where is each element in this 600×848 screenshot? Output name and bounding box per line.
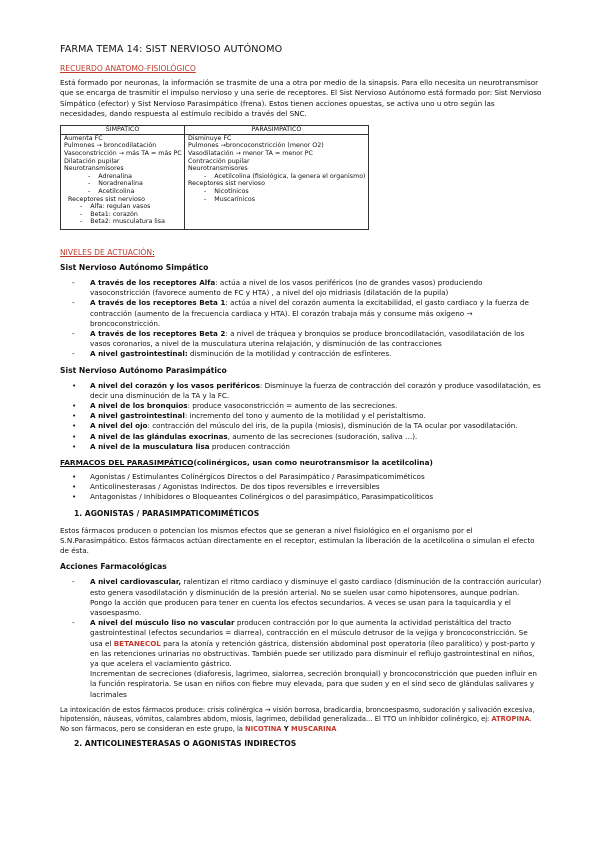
list-item: • A nivel gastrointestinal: incremento del tono y aumento de la motilidad y el peristaltismo. <box>60 411 542 421</box>
list-item: • Agonistas / Estimulantes Colinérgicos Directos o del Parasimpático / Parasimpaticomiméticos <box>60 472 542 482</box>
farmacos-list <box>60 472 542 503</box>
list-item: - A través de los receptores Beta 1: actúa a nivel del corazón aumenta la excitabilidad, el gasto cardiaco y la fuerza de contracción (aumento de la frecuencia cardiaca y HTA). El corazón trabaja más y consume más oxígeno → broncoconstricción. <box>60 298 542 329</box>
table-line: Pulmones → broncodilatación <box>64 142 157 150</box>
table-line: Receptores sist nervioso <box>188 180 265 188</box>
comparison-table <box>60 125 369 230</box>
list-item: • A nivel de las glándulas exocrinas, aumento de las secreciones (sudoración, saliva …). <box>60 432 542 442</box>
table-line: Vasodilatación → menor TA = menor PC <box>188 149 313 157</box>
list-item: • Anticolinesterasas / Agonistas Indirectos. De dos tipos reversibles e irreversibles <box>60 482 542 492</box>
table-line: Pulmones →broncoconstricción (menor O2) <box>188 142 324 150</box>
table-header-simpatico: SIMPÁTICO <box>61 126 185 135</box>
list-item: • A nivel del corazón y los vasos periféricos: Disminuye la fuerza de contracción del corazón y produce vasodilatación, es decir una disminución de la TA y la FC. <box>60 381 542 401</box>
table-line: Vasoconstricción → más TA = más PC <box>64 149 182 157</box>
niveles-heading: NIVELES DE ACTUACIÓN: <box>60 247 155 257</box>
table-line: Contracción pupilar <box>188 157 250 165</box>
table-header-parasimpatico: PARASIMPÁTICO <box>185 126 369 135</box>
table-line: - Acetilcolina (fisiológica, la genera el organismo) <box>204 172 366 180</box>
list-item: • A nivel de los bronquios: produce vasoconstricción = aumento de las secreciones. <box>60 401 542 411</box>
table-line: - Muscarínicos <box>204 195 255 203</box>
simpatico-list <box>60 278 542 360</box>
simpatico-heading: Sist Nervioso Autónomo Simpático <box>60 262 209 272</box>
list-item: • A nivel del ojo: contracción del músculo del iris, de la pupila (miosis), disminución de la TA ocular por vasodilatación. <box>60 421 542 431</box>
table-line: Aumenta FC <box>64 134 103 142</box>
parasimpatico-list <box>60 381 542 452</box>
table-line: - Noradrenalina <box>88 180 143 188</box>
section-1-paragraph: Estos fármacos producen o potencian los mismos efectos que se generan a nivel fisiológico en el organismo por el S.N.Parasimpático. Estos fármacos actúan directamente en el receptor, estimulan la liberación de la acetilcolina o simulan el efecto de ésta. <box>60 525 535 556</box>
table-line: - Acetilcolina <box>88 187 135 195</box>
table-line: - Nicotínicos <box>204 187 249 195</box>
intoxication-paragraph: La intoxicación de estos fármacos produce: crisis colinérgica → visión borrosa, bradicardia, broncoespasmo, sudoración y salivación excesiva, hipotensión, náuseas, vómitos, calambres abdom, miosis, lagrimeo, debilidad generalizada… El TTO un inhibidor colinérgico, ej: ATROPINA. No son fármacos, pero se consideran en este grupo, la NICOTINA Y MUSCARINA <box>60 705 535 734</box>
table-line: Disminuye FC <box>188 134 232 142</box>
table-line: Neurotransmisores <box>64 165 124 173</box>
table-line: Dilatación pupilar <box>64 157 120 165</box>
section-2-title: 2. ANTICOLINESTERASAS O AGONISTAS INDIRECTOS <box>74 738 297 748</box>
list-item: - A través de los receptores Beta 2: a nivel de tráquea y bronquios se produce broncodilatación, vasodilatación de los vasos coronarios, a nivel de la musculatura uterina relajación, y disminución de las contracciones <box>60 329 542 349</box>
page-title: FARMA TEMA 14: SIST NERVIOSO AUTÓNOMO <box>60 44 283 55</box>
simpatico-cell <box>61 134 185 229</box>
table-line: Receptores sist nervioso <box>68 195 145 203</box>
acciones-list <box>60 577 542 699</box>
table-line: - Alfa: regulan vasos <box>80 203 151 211</box>
list-item: - A nivel del músculo liso no vascular producen contracción por lo que aumenta la actividad peristáltica del tracto gastrointestinal (efectos secundarios = diarrea), contracción en el músculo detrusor de la vejiga y broncoconstricción. Se usa el BETANECOL para la atonía y retención gástrica, distensión abdominal post operatoria (íleo paralítico) y post-parto y en las retenciones urinarias no obstructivas. También puede ser utilizado para disminuir el reflujo gastrointestinal en niños, ya que acelera el vaciamiento gástrico. Incrementan de secreciones (diaforesis, lagrimeo, sialorrea, secreción bronquial) y broncoconstricción que pueden influir en la función respiratoria. Se usan en niños con fiebre muy elevada, para que suden y en el sínd seco de glándulas salivares y lacrimales <box>60 618 542 700</box>
list-item: - A nivel cardiovascular, ralentizan el ritmo cardiaco y disminuye el gasto cardiaco (disminución de la contracción auricular) esto genera vasodilatación y disminución de la presión arterial. No se suelen usar como hipotensores, aunque podrían. Pongo la acción que producen para tener en cuenta los efectos secundarios. A veces se usan para la taquicardia y el vasoespasmo. <box>60 577 542 618</box>
list-item: • A nivel de la musculatura lisa producen contracción <box>60 442 542 452</box>
table-line: - Beta2: musculatura lisa <box>80 218 165 226</box>
intro-paragraph: Está formado por neuronas, la información se trasmite de una a otra por medio de la sinapsis. Para ello necesita un neurotransmisor que se encarga de trasmitir el impulso nervioso y una serie de receptores. El Sist Nervioso Autónomo está formado por: Sist Nervioso Simpático (efector) y Sist Nervioso Parasimpático (frena). Estos tienen acciones opuestas, se activa uno u otro según las necesidades, dando respuesta al estímulo recibido a través del SNC. <box>60 78 542 118</box>
parasimpatico-heading: Sist Nervioso Autónomo Parasimpático <box>60 365 227 375</box>
table-line: - Beta1: corazón <box>80 210 138 218</box>
farmacos-heading: FARMACOS DEL PARASIMPÁTICO(colinérgicos, usan como neurotransmisor la acetilcolina) <box>60 457 433 467</box>
table-line: - Adrenalina <box>88 172 132 180</box>
parasimpatico-cell <box>185 134 369 229</box>
acciones-heading: Acciones Farmacológicas <box>60 562 167 572</box>
recuerdo-heading: RECUERDO ANATOMO-FISIOLÓGICO <box>60 64 196 73</box>
list-item: - A través de los receptores Alfa: actúa a nivel de los vasos periféricos (no de grandes vasos) produciendo vasoconstricción (favorece aumento de FC y HTA) , a nivel del ojo midriasis (dilatación de la pupila) <box>60 278 542 298</box>
table-line: Neurotransmisores <box>188 165 248 173</box>
list-item: • Antagonistas / Inhibidores o Bloqueantes Colinérgicos o del parasimpático, Parasimpaticolíticos <box>60 492 542 502</box>
section-1-title: 1. AGONISTAS / PARASIMPATICOMIMÉTICOS <box>74 508 260 518</box>
list-item: - A nivel gastrointestinal: disminución de la motilidad y contracción de esfínteres. <box>60 349 542 359</box>
